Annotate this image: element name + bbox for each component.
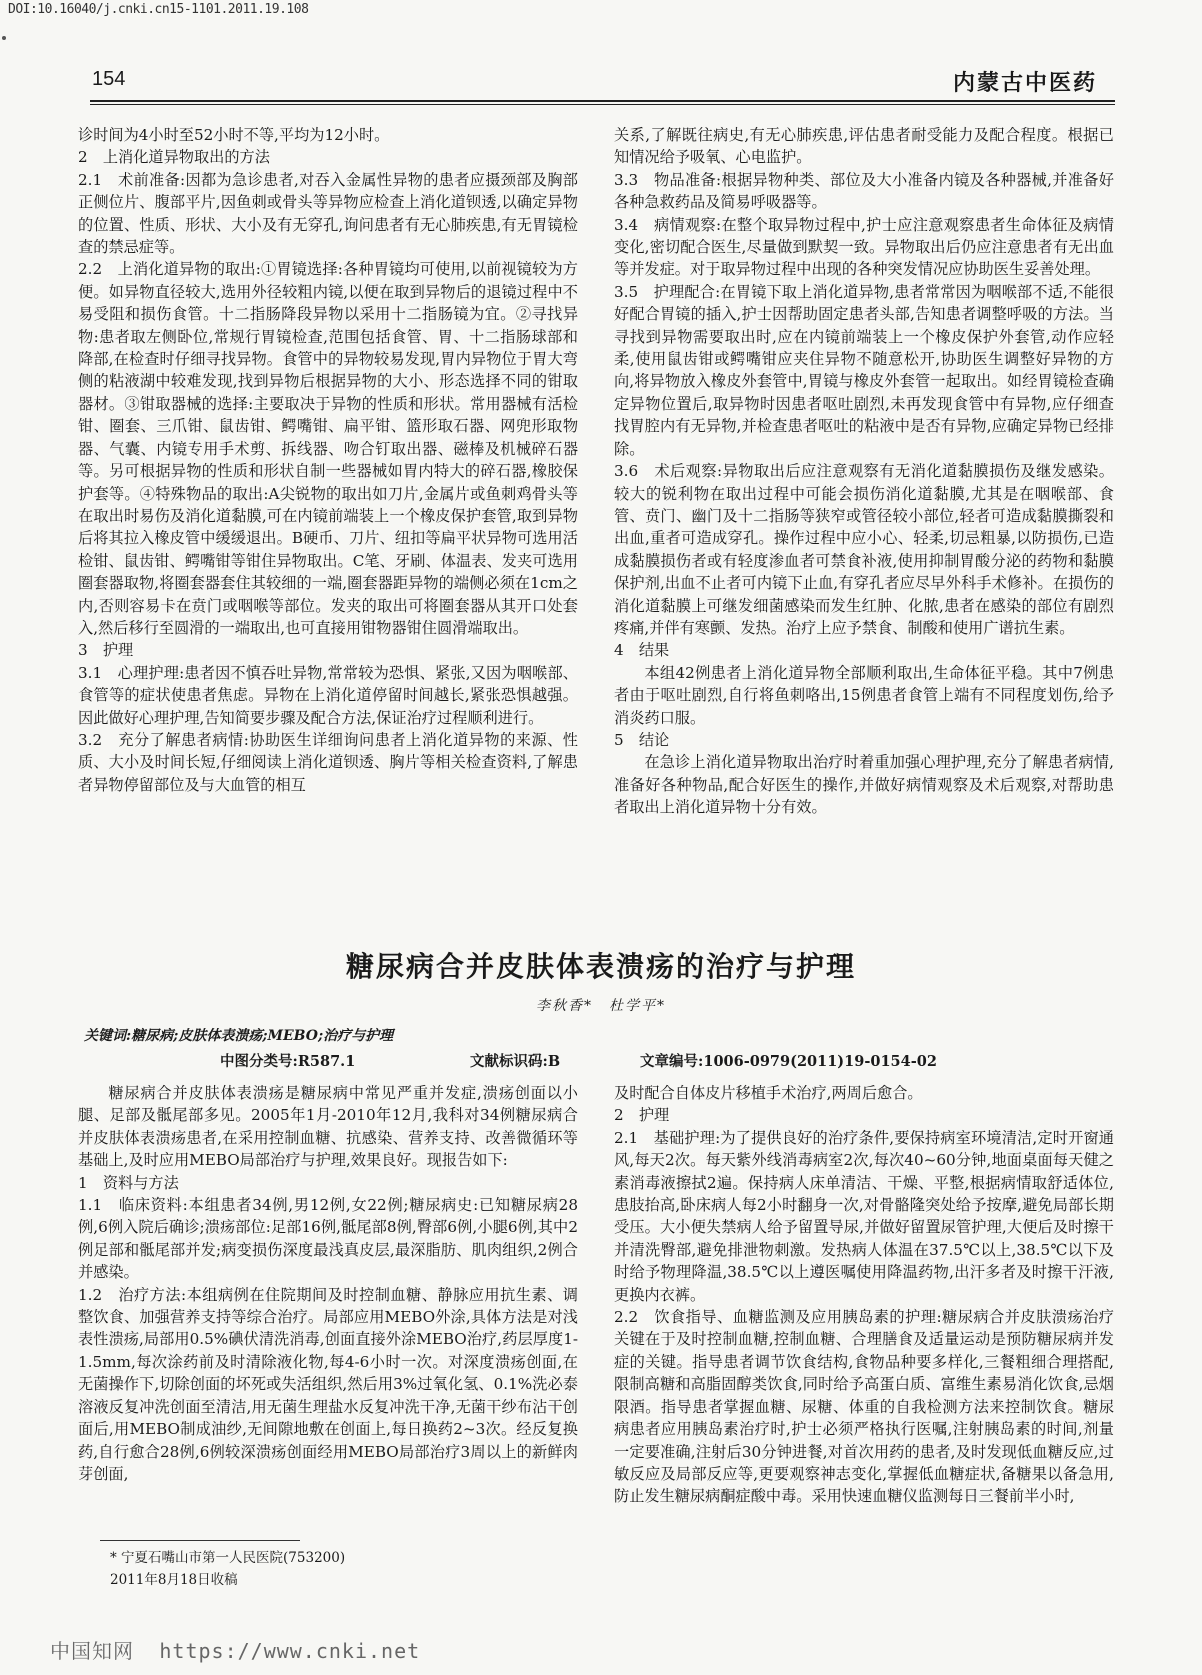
paragraph: 2.2 上消化道异物的取出:①胃镜选择:各种胃镜均可使用,以前视镜较为方便。如异物直径较大,选用外径较粗内镜,以便在取到异物后的退镜过程中不易受阻和损伤食管。十二指肠降段异物以采用十二指肠镜为宜。②寻找异物:患者取左侧卧位,常规行胃镜检查,范围包括食管、胃、十二指肠球部和降部,在检查时仔细寻找异物。食管中的异物较易发现,胃内异物位于胃大弯侧的粘液湖中较难发现,找到异物后根据异物的大小、形态选择不同的钳取器材。③钳取器械的选择:主要取决于异物的性质和形状。常用器械有活检钳、圈套、三爪钳、鼠齿钳、鳄嘴钳、扁平钳、篮形取石器、网兜形取物器、气囊、内镜专用手术剪、拆线器、吻合钉取出器、磁棒及机械碎石器等。另可根据异物的性质和形状自制一些器械如胃内特大的碎石器,橡胶保护套等。④特殊物品的取出:A尖锐物的取出如刀片,金属片或鱼刺鸡骨头等在取出时易伤及消化道黏膜,可在内镜前端装上一个橡皮保护套管,取到异物后将其拉入橡皮管中缓缓退出。B硬币、刀片、纽扣等扁平状异物可选用活检钳、鼠齿钳、鳄嘴钳等钳住异物取出。C笔、牙刷、体温表、发夹可选用圈套器取物,将圈套器套住其较细的一端,圈套器距异物的端侧必须在1cm之内,否则容易卡在贲门或咽喉等部位。发夹的取出可将圈套器从其开口处套入,然后移行至圆滑的一端取出,也可直接用钳物器钳住圆滑端取出。 bbox=[78, 260, 578, 637]
paragraph: 2.2 饮食指导、血糖监测及应用胰岛素的护理:糖尿病合并皮肤溃疡治疗关键在于及时控制血糖,控制血糖、合理膳食及适量运动是预防糖尿病并发症的关键。指导患者调节饮食结构,食物品种要多样化,三餐粗细合理搭配,限制高糖和高脂固醇类饮食,同时给予高蛋白质、富维生素易消化饮食,忌烟限酒。指导患者掌握血糖、尿糖、体重的自我检测方法来控制饮食。糖尿病患者应用胰岛素治疗时,护士必须严格执行医嘱,注射胰岛素的时间,剂量一定要准确,注射后30分钟进餐,对首次用药的患者,及时发现低血糖反应,过敏反应及局部反应等,更要观察神志变化,掌握低血糖症状,备糖果以备急用,防止发生糖尿病酮症酸中毒。采用快速血糖仪监测每日三餐前半小时, bbox=[614, 1308, 1114, 1506]
article2-title: 糖尿病合并皮肤体表溃疡的治疗与护理 bbox=[345, 950, 856, 983]
paragraph: 1.1 临床资料:本组患者34例,男12例,女22例;糖尿病史:已知糖尿病28例,6例入院后确诊;溃疡部位:足部16例,骶尾部8例,臀部6例,小腿6例,其中2例足部和骶尾部并发;病变损伤深度最浅真皮层,最深脂肪、肌肉组织,2例合并感染。 bbox=[78, 1196, 578, 1282]
footnote-received: 2011年8月18日收稿 bbox=[110, 1572, 238, 1588]
article2-keywords: 关键词:糖尿病;皮肤体表溃疡;MEBO;治疗与护理 bbox=[84, 1028, 394, 1044]
paragraph: 3.5 护理配合:在胃镜下取上消化道异物,患者常常因为咽喉部不适,不能很好配合胃镜的插入,护士因帮助固定患者头部,告知患者调整呼吸的方法。当寻找到异物需要取出时,应在内镜前端装上一个橡皮保护外套管,动作应轻柔,使用鼠齿钳或鳄嘴钳应夹住异物不随意松开,协助医生调整好异物的方向,将异物放入橡皮外套管中,胃镜与橡皮外套管一起取出。如经胃镜检查确定异物位置后,取异物时因患者呕吐剧烈,未再发现食管中有异物,应仔细查找胃腔内有无异物,并检查患者呕吐的粘液中是否有异物,应确定异物已经排除。 bbox=[614, 282, 1114, 458]
section-heading: 1 资料与方法 bbox=[78, 1173, 179, 1192]
section-heading: 5 结论 bbox=[614, 730, 670, 749]
footnote-rule bbox=[100, 1540, 300, 1541]
paragraph: 2.1 术前准备:因都为急诊患者,对吞入金属性异物的患者应摄颈部及胸部正侧位片、腹部平片,因鱼刺或骨头等异物应检查上消化道钡透,以确定异物的位置、性质、形状、大小及有无穿孔,询问患者有无心肺疾患,有无胃镜检查的禁忌症等。 bbox=[78, 170, 578, 257]
article2-authors: 李秋香* 杜学平* bbox=[536, 998, 666, 1014]
article1-column-right bbox=[614, 124, 1114, 819]
paragraph: 3.4 病情观察:在整个取异物过程中,护士应注意观察患者生命体征及病情变化,密切配合医生,尽量做到默契一致。异物取出后仍应注意患者有无出血等并发症。对于取异物过程中出现的各种突发情况应协助医生妥善处理。 bbox=[614, 215, 1114, 279]
document-code: 文献标识码:B bbox=[470, 1053, 561, 1070]
paragraph: 本组42例患者上消化道异物全部顺利取出,生命体征平稳。其中7例患者由于呕吐剧烈,自行将鱼刺咯出,15例患者食管上端有不同程度划伤,给予消炎药口服。 bbox=[614, 663, 1114, 727]
paragraph: 3.1 心理护理:患者因不慎吞吐异物,常常较为恐惧、紧张,又因为咽喉部、食管等的症状使患者焦虑。异物在上消化道停留时间越长,紧张恐惧越强。因此做好心理护理,告知简要步骤及配合方法,保证治疗过程顺利进行。 bbox=[78, 663, 578, 727]
section-heading: 4 结果 bbox=[614, 641, 670, 660]
section-heading: 2 护理 bbox=[614, 1106, 670, 1125]
header-rule bbox=[90, 100, 1115, 102]
paragraph: 关系,了解既往病史,有无心肺疾患,评估患者耐受能力及配合程度。根据已知情况给予吸氧、心电监护。 bbox=[614, 126, 1114, 167]
article2-column-right bbox=[614, 1082, 1114, 1508]
paragraph: 3.6 术后观察:异物取出后应注意观察有无消化道黏膜损伤及继发感染。较大的锐利物在取出过程中可能会损伤消化道黏膜,尤其是在咽喉部、食管、贲门、幽门及十二指肠等狭窄或管径较小部位,轻者可造成黏膜撕裂和出血,重者可造成穿孔。操作过程中应小心、轻柔,切忌粗暴,以防损伤,已造成黏膜损伤者或有轻度渗血者可禁食补液,使用抑制胃酸分泌的药物和黏膜保护剂,出血不止者可内镜下止血,有穿孔者应尽早外科手术修补。在损伤的消化道黏膜上可继发细菌感染而发生红肿、化脓,患者在感染的部位有剧烈疼痛,并伴有寒颤、发热。治疗上应予禁食、制酸和使用广谱抗生素。 bbox=[614, 462, 1114, 637]
paragraph: 2.1 基础护理:为了提供良好的治疗条件,要保持病室环境清洁,定时开窗通风,每天2次。每天紫外线消毒病室2次,每次40~60分钟,地面桌面每天健之素消毒液擦拭2遍。保持病人床单清洁、干燥、平整,根据病情取舒适体位,患肢抬高,卧床病人每2小时翻身一次,对骨骼隆突处给予按摩,避免局部长期受压。大小便失禁病人给予留置导尿,并做好留置尿管护理,大便后及时擦干并清洗臀部,避免排泄物刺激。发热病人体温在37.5℃以上,38.5℃以下及时给予物理降温,38.5℃以上遵医嘱使用降温药物,出汗多者及时擦干汗液,更换内衣裤。 bbox=[614, 1128, 1114, 1304]
section-heading: 2 上消化道异物取出的方法 bbox=[78, 148, 270, 167]
classification-number: 中图分类号:R587.1 bbox=[220, 1053, 356, 1070]
article2-column-left bbox=[78, 1082, 578, 1485]
paragraph: 在急诊上消化道异物取出治疗时着重加强心理护理,充分了解患者病情,准备好各种物品,配合好医生的操作,并做好病情观察及术后观察,对帮助患者取出上消化道异物十分有效。 bbox=[614, 753, 1114, 817]
article1-column-left bbox=[78, 124, 578, 796]
paragraph: 及时配合自体皮片移植手术治疗,两周后愈合。 bbox=[614, 1084, 923, 1102]
watermark-url: https://www.cnki.net bbox=[159, 1639, 421, 1663]
article-number: 文章编号:1006-0979(2011)19-0154-02 bbox=[640, 1053, 937, 1070]
page-number: 154 bbox=[92, 68, 126, 90]
header-rule-thin bbox=[90, 104, 1115, 105]
paragraph: 1.2 治疗方法:本组病例在住院期间及时控制血糖、静脉应用抗生素、调整饮食、加强营养支持等综合治疗。局部应用MEBO外涂,具体方法是对浅表性溃疡,局部用0.5%碘伏清洗消毒,创面直接外涂MEBO治疗,药层厚度1-1.5mm,每次涂药前及时清除液化物,每4-6小时一次。对深度溃疡创面,在无菌操作下,切除创面的坏死或失活组织,然后用3%过氧化氢、0.1%洗必泰溶液反复冲洗创面至清洁,用无菌生理盐水反复冲洗干净,无菌干纱布沾干创面后,用MEBO制成油纱,无间隙地敷在创面上,每日换药2~3次。经反复换药,自行愈合28例,6例较深溃疡创面经用MEBO局部治疗3周以上的新鲜肉芽创面, bbox=[78, 1285, 578, 1483]
watermark-site: 中国知网 bbox=[50, 1639, 134, 1663]
paragraph: 3.2 充分了解患者病情:协助医生详细询问患者上消化道异物的来源、性质、大小及时间长短,仔细阅读上消化道钡透、胸片等相关检查资料,了解患者异物停留部位及与大血管的相互 bbox=[78, 730, 578, 794]
paragraph: 3.3 物品准备:根据异物种类、部位及大小准备内镜及各种器械,并准备好各种急救药品及简易呼吸器等。 bbox=[614, 170, 1114, 212]
paragraph: 诊时间为4小时至52小时不等,平均为12小时。 bbox=[78, 126, 390, 144]
paragraph: 糖尿病合并皮肤体表溃疡是糖尿病中常见严重并发症,溃疡创面以小腿、足部及骶尾部多见。2005年1月-2010年12月,我科对34例糖尿病合并皮肤体表溃疡患者,在采用控制血糖、抗感染、营养支持、改善微循环等基础上,及时应用MEBO局部治疗与护理,效果良好。现报告如下: bbox=[78, 1084, 578, 1170]
scan-dot bbox=[2, 36, 6, 40]
doi-line: DOI:10.16040/j.cnki.cn15-1101.2011.19.108 bbox=[8, 2, 309, 17]
section-heading: 3 护理 bbox=[78, 641, 134, 660]
cnki-watermark bbox=[50, 1635, 438, 1664]
journal-name: 内蒙古中医药 bbox=[952, 71, 1097, 96]
footnote-affiliation: * 宁夏石嘴山市第一人民医院(753200) bbox=[110, 1550, 346, 1566]
